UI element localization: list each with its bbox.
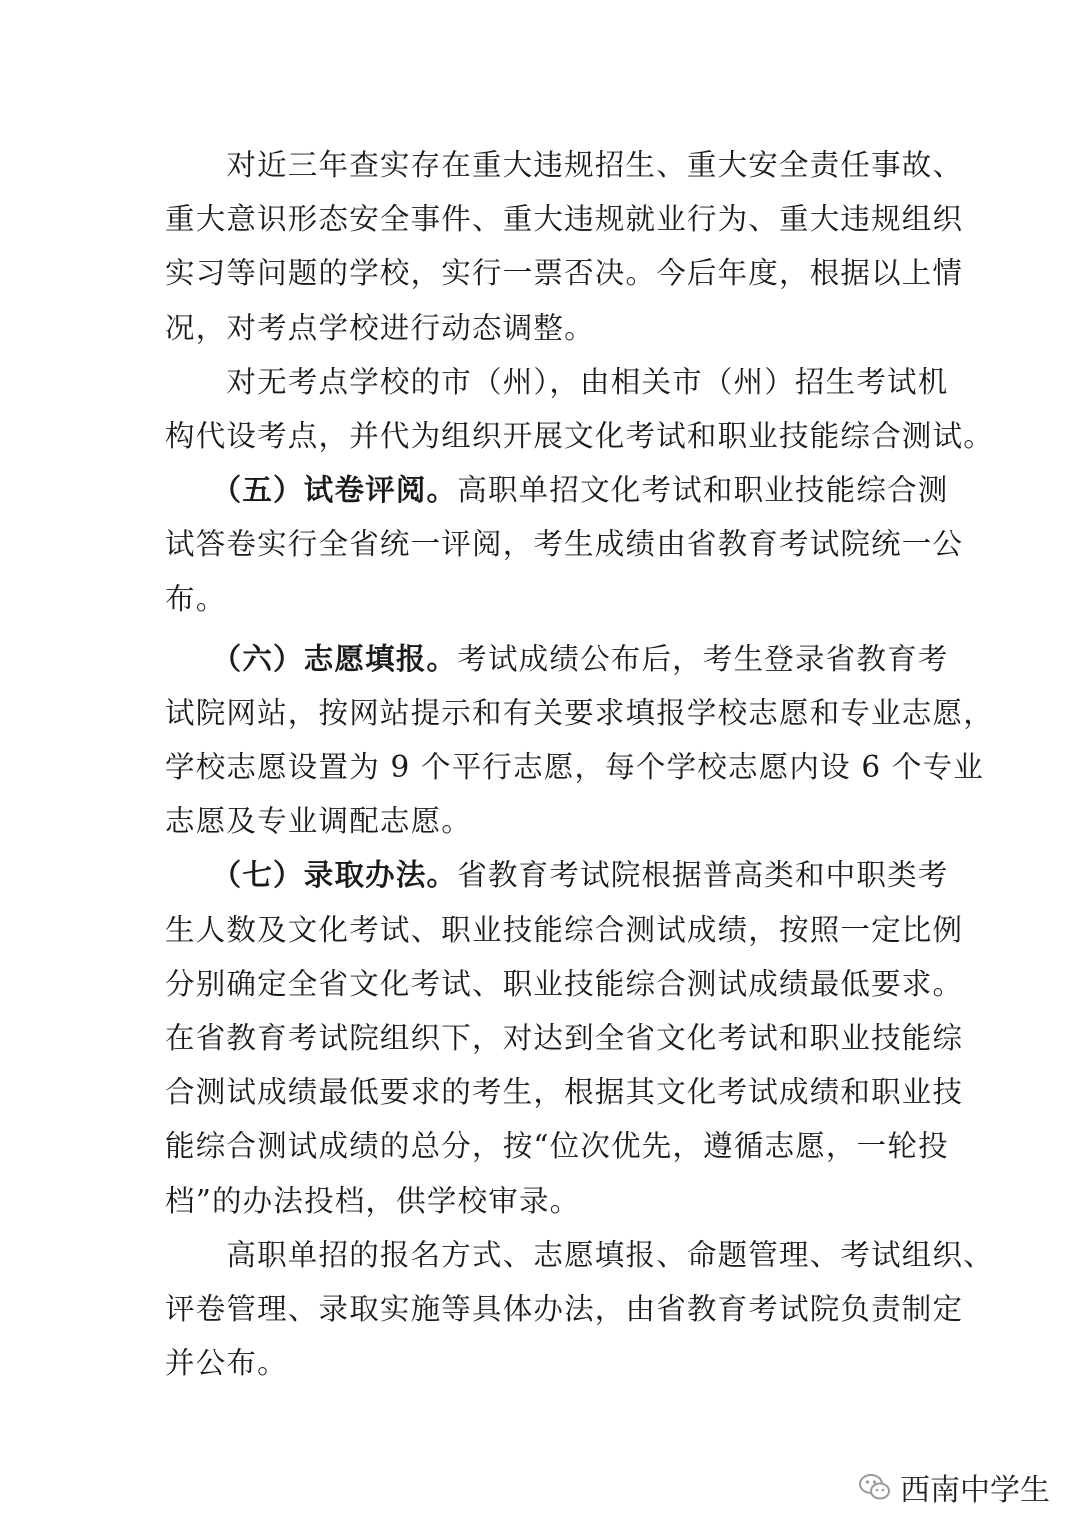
text-line: 分别确定全省文化考试、职业技能综合测试成绩最低要求。 [165, 966, 964, 1001]
section-heading: （六）志愿填报。 [226, 640, 458, 676]
text-line: （七）录取办法。省教育考试院根据普高类和中职类考 [226, 857, 949, 893]
section-heading: （五）试卷评阅。 [226, 472, 458, 508]
text-line: 对无考点学校的市（州），由相关市（州）招生考试机 [165, 364, 949, 399]
watermark [858, 1465, 1050, 1509]
text-line: 评卷管理、录取实施等具体办法，由省教育考试院负责制定 [165, 1291, 964, 1326]
section-heading: （七）录取办法。 [226, 857, 458, 893]
text-line: 在省教育考试院组织下，对达到全省文化考试和职业技能综 [165, 1021, 964, 1055]
text-line: 高职单招的报名方式、志愿填报、命题管理、考试组织、 [165, 1237, 994, 1272]
text-line: 试院网站，按网站提示和有关要求填报学校志愿和专业志愿， [165, 695, 994, 730]
text-line: 构代设考点，并代为组织开展文化考试和职业技能综合测试。 [165, 418, 994, 453]
paragraph-6 [165, 1228, 994, 1391]
text-line: 志愿及专业调配志愿。 [165, 804, 473, 839]
text-line: 况，对考点学校进行动态调整。 [165, 310, 595, 345]
document-body [165, 138, 994, 1390]
wechat-icon [858, 1472, 892, 1502]
text-line: 能综合测试成绩的总分，按“位次优先，遵循志愿，一轮投 [165, 1129, 949, 1164]
text-line: 并公布。 [165, 1346, 288, 1381]
text-line: （五）试卷评阅。高职单招文化考试和职业技能综合测 [226, 472, 949, 508]
paragraph-5 [165, 848, 964, 1227]
watermark-text: 西南中学生 [900, 1473, 1050, 1508]
text-line: 试答卷实行全省统一评阅，考生成绩由省教育考试院统一公 [165, 527, 964, 562]
text-line: （六）志愿填报。考试成绩公布后，考生登录省教育考 [226, 640, 949, 676]
text-line: 布。 [165, 581, 227, 616]
text-line: 档”的办法投档，供学校审录。 [165, 1183, 581, 1218]
paragraph-4 [165, 632, 994, 849]
text-line: 合测试成绩最低要求的考生，根据其文化考试成绩和职业技 [165, 1075, 964, 1110]
text-line: 重大意识形态安全事件、重大违规就业行为、重大违规组织 [165, 202, 964, 237]
text-line: 学校志愿设置为 9 个平行志愿，每个学校志愿内设 6 个专业 [165, 750, 985, 785]
text-line: 生人数及文化考试、职业技能综合测试成绩，按照一定比例 [165, 912, 964, 947]
paragraph-2 [165, 355, 994, 463]
paragraph-3 [165, 463, 964, 626]
text-line: 对近三年查实存在重大违规招生、重大安全责任事故、 [165, 148, 964, 182]
text-line: 实习等问题的学校，实行一票否决。今后年度，根据以上情 [165, 256, 964, 291]
paragraph-1 [165, 138, 964, 355]
